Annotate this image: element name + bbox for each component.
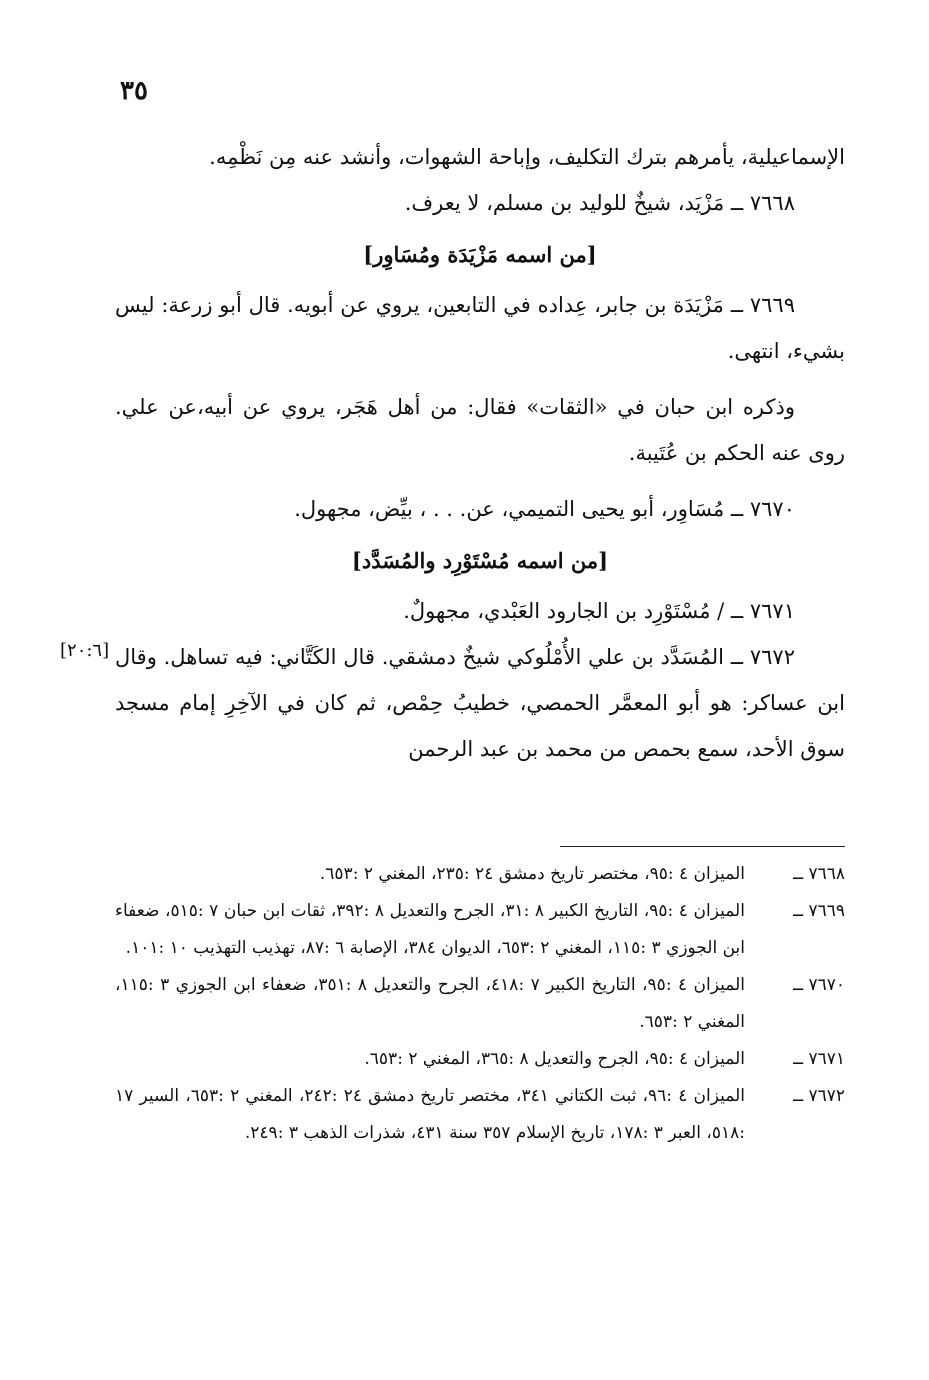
footnote-number: ٧٦٦٨ ــ <box>793 864 845 884</box>
page-number: ٣٥ <box>120 76 148 106</box>
main-text <box>115 134 845 772</box>
footnote-text: الميزان ٤ :٩٥، مختصر تاريخ دمشق ٢٤ :٢٣٥، المغني ٢ :٦٥٣. <box>319 864 745 884</box>
footnote-7670 <box>115 967 845 1041</box>
paragraph-ibn-hibban: وذكره ابن حبان في «الثقات» فقال: من أهل هَجَر، يروي عن أبيه،عن علي. روى عنه الحكم بن عُتَيبة. <box>115 395 845 465</box>
footnote-number: ٧٦٧٢ ــ <box>793 1086 845 1106</box>
footnotes <box>115 856 845 1152</box>
entry-7672: ٧٦٧٢ ــ المُسَدَّد بن علي الأُمْلُوكي شيخٌ دمشقي. قال الكَتَّاني: فيه تساهل. وقال ابن عساكر: هو أبو المعمَّر الحمصي، خطيبُ حِمْص، ثم كان في الآخِرِ إمام مسجد سوق الأحد، سمع بحمص من محمد بن عبد الرحمن <box>115 645 845 761</box>
footnote-7668 <box>115 856 845 893</box>
entry-7671: ٧٦٧١ ــ / مُسْتَوْرِد بن الجارود العَبْدي، مجهولٌ. <box>403 599 795 623</box>
footnote-text: الميزان ٤ :٩٥، التاريخ الكبير ٧ :٤١٨، الجرح والتعديل ٨ :٣٥١، ضعفاء ابن الجوزي ٣ :١١٥، المغني ٢ :٦٥٣. <box>115 975 745 1032</box>
paragraph-continuation: الإسماعيلية، يأمرهم بترك التكليف، وإباحة الشهوات، وأنشد عنه مِن نَظْمِه. <box>209 145 845 169</box>
footnote-number: ٧٦٦٩ ــ <box>793 901 845 921</box>
footnote-7669 <box>115 893 845 967</box>
entry-7668: ٧٦٦٨ ــ مَزْيَد، شيخٌ للوليد بن مسلم، لا يعرف. <box>404 191 795 215</box>
footnote-7672 <box>115 1078 845 1152</box>
footnote-text: الميزان ٤ :٩٥، الجرح والتعديل ٨ :٣٦٥، المغني ٢ :٦٥٣. <box>364 1049 745 1069</box>
footnote-text: الميزان ٤ :٩٥، التاريخ الكبير ٨ :٣١، الجرح والتعديل ٨ :٣٩٢، ثقات ابن حبان ٧ :٥١٥، ضعفاء ابن الجوزي ٣ :١١٥، المغني ٢ :٦٥٣، الديوان ٣٨٤، الإصابة ٦ :٨٧، تهذيب التهذيب ١٠ :١٠١. <box>115 901 745 958</box>
entry-7670: ٧٦٧٠ ــ مُسَاوِر، أبو يحيى التميمي، عن. . . ، بيِّض، مجهول. <box>294 497 795 521</box>
section-heading-mazyada: [من اسمه مَزْيَدَة ومُسَاوِر] <box>363 242 597 267</box>
section-heading-mustawrid: [من اسمه مُسْتَوْرِد والمُسَدَّد] <box>351 548 609 573</box>
margin-reference: [٢٠:٦] <box>60 640 110 661</box>
footnote-text: الميزان ٤ :٩٦، ثبت الكتاني ٣٤١، مختصر تاريخ دمشق ٢٤ :٢٤٢، المغني ٢ :٦٥٣، السير ١٧ :٥١٨، العبر ٣ :١٧٨، تاريخ الإسلام ٣٥٧ سنة ٤٣١، شذرات الذهب ٣ :٢٤٩. <box>115 1086 745 1143</box>
footnote-number: ٧٦٧١ ــ <box>793 1049 845 1069</box>
footnote-7671 <box>115 1041 845 1078</box>
footnote-number: ٧٦٧٠ ــ <box>793 975 845 995</box>
footnote-divider <box>560 846 845 847</box>
entry-7669: ٧٦٦٩ ــ مَزْيَدَة بن جابر، عِداده في التابعين، يروي عن أبويه. قال أبو زرعة: ليس بشيء، انتهى. <box>115 293 845 363</box>
